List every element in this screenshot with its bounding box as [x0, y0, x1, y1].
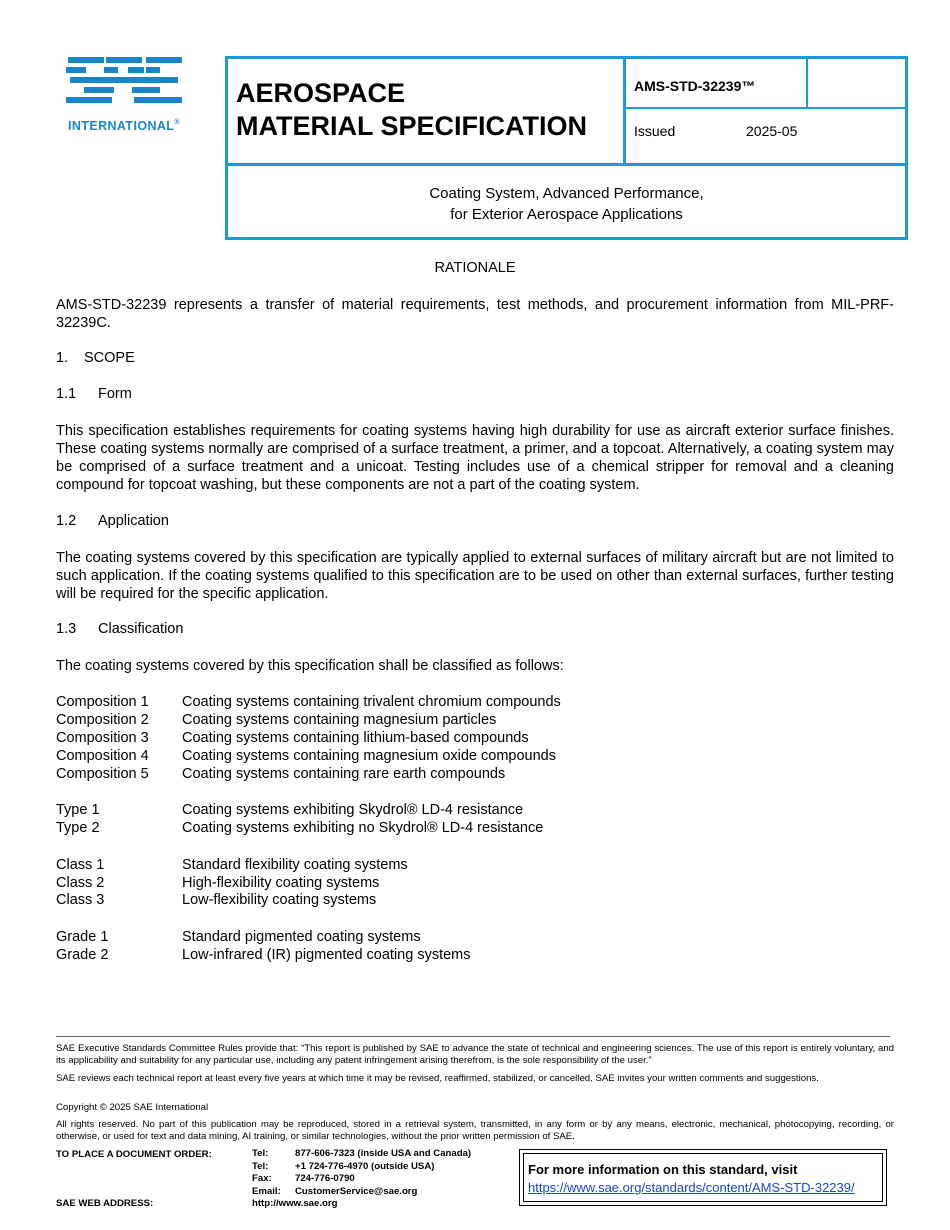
footer-copyright: Copyright © 2025 SAE International	[56, 1102, 209, 1113]
section-application-heading: 1.2 Application	[56, 513, 169, 529]
standard-link[interactable]: https://www.sae.org/standards/content/AMS-STD-32239/	[528, 1180, 855, 1195]
composition-row: Composition 4 Coating systems containing magnesium oxide compounds	[56, 748, 556, 764]
web-address-label: SAE WEB ADDRESS:	[56, 1198, 154, 1209]
logo-subtitle: INTERNATIONAL®	[68, 119, 180, 133]
section-form-heading: 1.1 Form	[56, 386, 132, 402]
title-line-1: AEROSPACE	[236, 78, 406, 108]
grade-row: Grade 1 Standard pigmented coating systems	[56, 929, 421, 945]
grade-row: Grade 2 Low-infrared (IR) pigmented coating systems	[56, 947, 471, 963]
registered-mark: ®	[174, 119, 180, 126]
application-paragraph: The coating systems covered by this specification are typically applied to external surfaces of military aircraft but are not limited to such application. If the coating systems qualified to this specification are to be used on other than external surfaces, further testing will be required for the specific application.	[56, 550, 894, 602]
issued-label: Issued	[634, 123, 676, 139]
rationale-heading: RATIONALE	[434, 260, 516, 276]
document-number: AMS-STD-32239™	[634, 78, 756, 94]
order-label: TO PLACE A DOCUMENT ORDER:	[56, 1149, 212, 1160]
header-border-bottom	[225, 237, 908, 240]
title-line-2: MATERIAL SPECIFICATION	[236, 111, 587, 141]
info-box	[519, 1149, 887, 1206]
class-row: Class 1 Standard flexibility coating systems	[56, 857, 408, 873]
subtitle-line-1: Coating System, Advanced Performance,	[429, 185, 704, 202]
class-row: Class 3 Low-flexibility coating systems	[56, 892, 377, 908]
section-scope-heading: 1. SCOPE	[56, 350, 135, 366]
subtitle-line-2: for Exterior Aerospace Applications	[450, 206, 683, 223]
header-divider-doc	[623, 107, 908, 109]
document-title	[236, 77, 587, 143]
composition-row: Composition 5 Coating systems containing rare earth compounds	[56, 766, 506, 782]
contact-block	[252, 1148, 471, 1211]
header-divider-blank	[806, 56, 808, 109]
footer-rights: All rights reserved. No part of this publication may be reproduced, stored in a retrieval system, transmitted, in any form or by any means, electronic, mechanical, photocopying, recording, or otherwise, or used for text and data mining, AI training, or similar technologies, without the prior written permission of SAE.	[56, 1119, 894, 1142]
issued-date: 2025-05	[746, 123, 798, 139]
contact-tel-1: Tel: 877-606-7323 (inside USA and Canada)	[252, 1148, 472, 1159]
footer-rules: SAE Executive Standards Committee Rules provide that: “This report is published by SAE to advance the state of technical and engineering sciences. The use of this report is entirely voluntary, and its applicability and suitability for any particular use, including any patent infringement arising therefrom, is the sole responsibility of the user.”	[56, 1043, 894, 1066]
info-title: For more information on this standard, visit	[528, 1162, 798, 1177]
document-subtitle	[228, 183, 905, 225]
footer-review: SAE reviews each technical report at least every five years at which time it may be revised, reaffirmed, stabilized, or cancelled. SAE invites your written comments and suggestions.	[56, 1073, 819, 1084]
contact-tel-2: Tel: +1 724-776-4970 (outside USA)	[252, 1160, 435, 1172]
header-border-right	[905, 56, 908, 240]
sae-logo-mark	[66, 55, 190, 117]
type-row: Type 2 Coating systems exhibiting no Skydrol® LD-4 resistance	[56, 820, 544, 836]
rationale-text: AMS-STD-32239 represents a transfer of material requirements, test methods, and procurement information from MIL-PRF-32239C.	[56, 297, 894, 331]
type-row: Type 1 Coating systems exhibiting Skydrol® LD-4 resistance	[56, 802, 524, 818]
composition-row: Composition 3 Coating systems containing lithium-based compounds	[56, 730, 529, 746]
header-divider-v	[623, 56, 626, 166]
contact-fax: Fax: 724-776-0790	[252, 1173, 355, 1184]
form-paragraph: This specification establishes requirements for coating systems having high durability for use as aircraft exterior surface finishes. These coating systems normally are comprised of a surface treatment, a primer, and a topcoat. Alternatively, a coating system may be comprised of a surface treatment and a unicoat. Testing includes use of a chemical stripper for removal and a cleaning compound for topcoat washing, but these components are not a part of the coating system.	[56, 423, 894, 493]
header-divider-h	[225, 163, 908, 166]
contact-email[interactable]: Email: CustomerService@sae.org	[252, 1185, 418, 1197]
section-classification-heading: 1.3 Classification	[56, 621, 184, 637]
composition-row: Composition 1 Coating systems containing trivalent chromium compounds	[56, 694, 561, 710]
composition-row: Composition 2 Coating systems containing magnesium particles	[56, 712, 497, 728]
contact-web[interactable]: http://www.sae.org	[252, 1198, 338, 1209]
class-row: Class 2 High-flexibility coating systems	[56, 875, 380, 891]
footer-divider	[56, 1036, 890, 1037]
classification-intro: The coating systems covered by this specification shall be classified as follows:	[56, 658, 564, 674]
